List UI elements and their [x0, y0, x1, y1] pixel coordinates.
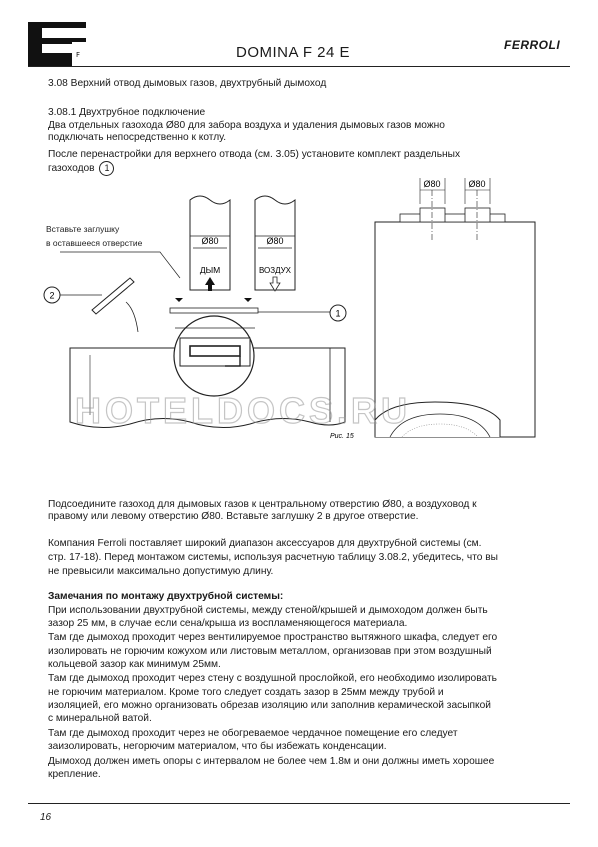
note-line-1: При использовании двухтрубной системы, между стеной/крышей и дымоходом должен быть: [48, 605, 488, 616]
plug-cap: [92, 278, 134, 314]
notes-heading: Замечания по монтажу двухтрубной системы:: [48, 591, 284, 602]
note-line-9: с минеральной ватой.: [48, 713, 152, 724]
intro-line-3: После перенастройки для верхнего отвода (см. 3.05) установите комплект раздельных: [48, 149, 461, 160]
note-line-8: изоляцией, его можно организовать обрезав изоляцию или заполнив керамической засыпкой: [48, 700, 491, 711]
note-line-13: крепление.: [48, 769, 101, 780]
right-diameter-1: Ø80: [423, 179, 441, 189]
note-line-4: изолировать не горючим кожухом или листовым металлом, организовав при этом воздушный: [48, 646, 492, 657]
smoke-pipe: [190, 196, 230, 291]
brand-logo: FERROLI: [504, 38, 561, 52]
air-pipe: [255, 196, 295, 291]
note-line-10: Там где дымоход проходит через не обогреваемое чердачное помещение его следует: [48, 728, 458, 739]
ferroli-f-logo: [28, 22, 86, 66]
air-pipe-diameter: Ø80: [266, 236, 284, 246]
figure-note-line-2: в оставшееся отверстие: [46, 238, 143, 248]
page-number: 16: [40, 812, 52, 823]
note-line-2: зазор 25 мм, в случае если сена/крыша из воспламеняющегося материала.: [48, 618, 408, 629]
p1-line-1: Подсоедините газоход для дымовых газов к центральному отверстию Ø80, а воздуховод к: [48, 499, 477, 510]
p1-line-2: правому или левому отверстию Ø80. Вставьте заглушку 2 в другое отверстие.: [48, 511, 419, 522]
document-title: DOMINA F 24 E: [236, 44, 351, 61]
right-diameter-2: Ø80: [468, 179, 486, 189]
air-label: ВОЗДУХ: [258, 266, 292, 275]
figure-caption: Рис. 15: [330, 433, 354, 440]
note-line-6: Там где дымоход проходит через стену с воздушной прослойкой, его необходимо изолировать: [48, 673, 497, 684]
subsection-heading: 3.08.1 Двухтрубное подключение: [48, 107, 206, 118]
note-line-5: кольцевой зазор как минимум 25мм.: [48, 659, 221, 670]
p2-line-3: не превысили максимально допустимую длину.: [48, 566, 274, 577]
figure-note-line-1: Вставьте заглушку: [46, 224, 120, 234]
note-line-12: Дымоход должен иметь опоры с интервалом не более чем 1.8м и они должны иметь хорошее: [48, 756, 495, 767]
callout-1: 1: [335, 308, 341, 319]
intro-line-2: подключать непосредственно к котлу.: [48, 132, 227, 143]
intro-line-4-text: газоходов: [48, 163, 95, 174]
footer-divider: [28, 803, 570, 804]
watermark: HOTELDOCS.RU: [75, 390, 411, 431]
smoke-label: ДЫМ: [199, 265, 221, 275]
logo-letter: F: [75, 51, 81, 59]
p2-line-2: стр. 17-18). Перед монтажом системы, используя расчетную таблицу 3.08.2, убедитесь, что вы: [48, 552, 499, 563]
smoke-pipe-diameter: Ø80: [201, 236, 219, 246]
p2-line-1: Компания Ferroli поставляет широкий диапазон аксессуаров для двухтрубной системы (см.: [48, 538, 482, 549]
intro-line-1: Два отдельных газохода Ø80 для забора воздуха и удаления дымовых газов можно: [48, 120, 445, 131]
intro-callout-ref: 1: [99, 161, 114, 176]
note-line-3: Там где дымоход проходит через вентилируемое пространство вытяжного шкафа, следует его: [48, 632, 498, 643]
header-divider: [28, 66, 570, 67]
note-line-11: заизолировать, негорючим материалом, что бы избежать конденсации.: [48, 741, 387, 752]
note-line-7: не горючим материалом. Кроме того следует создать зазор в 25мм между трубой и: [48, 687, 444, 698]
section-heading: 3.08 Верхний отвод дымовых газов, двухтрубный дымоход: [48, 78, 327, 89]
callout-2: 2: [49, 290, 55, 301]
